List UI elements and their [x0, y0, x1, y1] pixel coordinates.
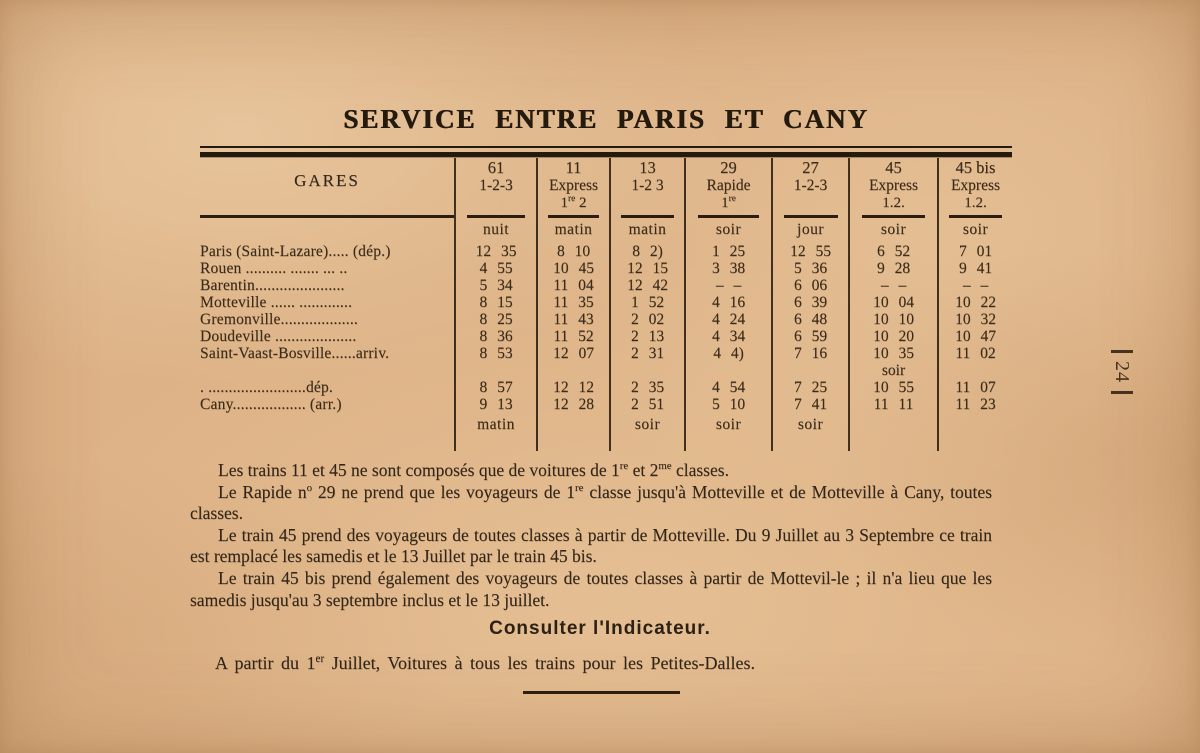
time-cell: 6 06	[772, 277, 849, 294]
time-cell: 9 28	[849, 260, 938, 277]
station-cell: Paris (Saint-Lazare)..... (dép.)	[200, 243, 391, 260]
time-cell: 11 07	[938, 379, 1012, 396]
time-cell: 4 34	[685, 328, 772, 345]
footnote-paragraph: Le train 45 prend des voyageurs de toutes classes à partir de Motteville. Du 9 Juillet au 3 Septembre ce train est remplacé les samedis et le 13 Juillet par le train 45 bis.	[190, 524, 992, 567]
time-cell	[537, 362, 610, 379]
time-cell: 4 16	[685, 294, 772, 311]
period-label: soir	[715, 221, 742, 238]
time-cell: 9 13	[455, 396, 537, 413]
time-cell: 2 13	[610, 328, 685, 345]
period-row	[200, 213, 1012, 243]
table-row	[200, 243, 1012, 260]
time-cell: 8 53	[455, 345, 537, 362]
period-label: soir	[962, 221, 989, 238]
table-row	[200, 328, 1012, 345]
train-number: 45	[885, 158, 902, 177]
time-cell: 7 41	[772, 396, 849, 413]
time-cell: 10 32	[938, 311, 1012, 328]
period-label: jour	[797, 221, 824, 238]
gares-rule	[200, 215, 454, 218]
period-label: matin	[477, 416, 515, 433]
table-row	[200, 294, 1012, 311]
filler-cell	[849, 435, 938, 451]
time-cell: 6 59	[772, 328, 849, 345]
train-number: 11	[565, 158, 582, 177]
time-cell: 12 35	[455, 243, 537, 260]
time-cell: – –	[849, 277, 938, 294]
station-cell: Gremonville...................	[200, 311, 358, 328]
time-cell: 8 15	[455, 294, 537, 311]
time-cell: 12 28	[537, 396, 610, 413]
train-type: Rapide	[706, 177, 751, 194]
train-column-header	[685, 158, 772, 213]
time-cell: 8 36	[455, 328, 537, 345]
time-cell: 8 25	[455, 311, 537, 328]
time-cell: 11 11	[849, 396, 938, 413]
train-number: 45 bis	[955, 158, 996, 177]
time-cell: 9 41	[938, 260, 1012, 277]
july-note: A partir du 1er Juillet, Voitures à tous les trains pour les Petites-Dalles.	[215, 653, 755, 673]
time-cell	[610, 362, 685, 379]
time-cell: 12 12	[537, 379, 610, 396]
gares-header-label: GARES	[294, 171, 360, 190]
time-cell	[455, 362, 537, 379]
time-cell: 1 52	[610, 294, 685, 311]
period-label: matin	[554, 221, 593, 238]
table-row	[200, 345, 1012, 362]
time-cell	[772, 362, 849, 379]
period-cell	[610, 213, 685, 243]
time-cell: 12 42	[610, 277, 685, 294]
time-cell: 8 57	[455, 379, 537, 396]
station-cell: Barentin......................	[200, 277, 345, 294]
time-cell: 11 52	[537, 328, 610, 345]
time-cell: 8 10	[537, 243, 610, 260]
gares-header	[200, 158, 455, 213]
period-label: soir	[797, 416, 824, 433]
table-row	[200, 260, 1012, 277]
train-class: 1re	[721, 194, 736, 211]
time-cell: 7 01	[938, 243, 1012, 260]
time-cell: 10 45	[537, 260, 610, 277]
train-type: Express	[548, 177, 599, 194]
page-number-dash-bottom	[1111, 391, 1133, 394]
filler-cell	[938, 435, 1012, 451]
filler-cell	[200, 435, 455, 451]
train-type: Express	[950, 177, 1001, 194]
time-cell: 2 02	[610, 311, 685, 328]
time-cell: 11 02	[938, 345, 1012, 362]
station-cell	[200, 362, 455, 379]
bottom-period-cell	[772, 413, 849, 435]
header-row	[200, 158, 1012, 213]
period-label	[850, 413, 937, 415]
time-cell	[685, 362, 772, 379]
time-cell: 5 34	[455, 277, 537, 294]
time-cell: 10 04	[849, 294, 938, 311]
time-cell: 10 20	[849, 328, 938, 345]
time-cell: – –	[685, 277, 772, 294]
train-type: 1-2 3	[631, 177, 664, 194]
period-label: soir	[634, 416, 661, 433]
bottom-period-cell	[849, 413, 938, 435]
time-cell: 6 52	[849, 243, 938, 260]
train-type: 1-2-3	[793, 177, 828, 194]
time-cell: 2 51	[610, 396, 685, 413]
period-label	[939, 413, 1012, 415]
time-cell: 12 55	[772, 243, 849, 260]
filler-cell	[685, 435, 772, 451]
station-cell: Motteville ...... .............	[200, 294, 353, 311]
bottom-rule	[523, 691, 680, 694]
time-cell: 5 10	[685, 396, 772, 413]
time-cell: 10 10	[849, 311, 938, 328]
time-cell: 2 31	[610, 345, 685, 362]
filler-cell	[772, 435, 849, 451]
time-cell: 4 55	[455, 260, 537, 277]
train-column-header	[849, 158, 938, 213]
time-cell: 4 4)	[685, 345, 772, 362]
time-cell: 11 04	[537, 277, 610, 294]
period-label: matin	[628, 221, 667, 238]
page-number-value: 24	[1111, 361, 1133, 383]
time-cell: 8 2)	[610, 243, 685, 260]
train-number: 13	[639, 158, 656, 177]
time-cell: 4 54	[685, 379, 772, 396]
time-cell: 10 47	[938, 328, 1012, 345]
time-cell: soir	[849, 362, 938, 379]
period-label: soir	[715, 416, 742, 433]
time-cell	[938, 362, 1012, 379]
bottom-empty-cell	[200, 413, 455, 435]
time-cell: 2 35	[610, 379, 685, 396]
bottom-period-row	[200, 413, 1012, 435]
table-row	[200, 379, 1012, 396]
filler-cell	[455, 435, 537, 451]
train-type: 1-2-3	[479, 177, 513, 194]
bottom-period-cell	[685, 413, 772, 435]
time-cell: 11 23	[938, 396, 1012, 413]
sub-row	[200, 362, 1012, 379]
period-cell	[685, 213, 772, 243]
train-column-header	[537, 158, 610, 213]
bottom-period-cell	[537, 413, 610, 435]
filler-cell	[537, 435, 610, 451]
consult-note: Consulter l'Indicateur.	[489, 618, 711, 639]
bottom-period-cell	[938, 413, 1012, 435]
top-double-rule	[200, 146, 1012, 157]
table-row	[200, 396, 1012, 413]
timetable-table	[200, 158, 1012, 451]
footnotes	[190, 460, 992, 611]
train-column-header	[938, 158, 1012, 213]
time-cell: 4 24	[685, 311, 772, 328]
time-cell: 11 43	[537, 311, 610, 328]
footnote-paragraph: Le train 45 bis prend également des voyageurs de toutes classes à partir de Mottevil-le ; il n'a lieu que les samedis jusqu'au 3 septembre inclus et le 13 juillet.	[190, 567, 992, 610]
bottom-period-cell	[610, 413, 685, 435]
time-cell: 3 38	[685, 260, 772, 277]
filler-row	[200, 435, 1012, 451]
station-cell: Rouen .......... ....... ... ..	[200, 260, 348, 277]
time-cell: 6 39	[772, 294, 849, 311]
period-label	[538, 413, 609, 415]
period-label: nuit	[482, 221, 510, 238]
period-cell	[938, 213, 1012, 243]
time-cell: 10 22	[938, 294, 1012, 311]
time-cell: 12 15	[610, 260, 685, 277]
page-title: SERVICE ENTRE PARIS ET CANY	[343, 104, 869, 134]
train-type: Express	[868, 177, 919, 194]
time-cell: 12 07	[537, 345, 610, 362]
time-cell: 7 16	[772, 345, 849, 362]
time-cell: 10 35	[849, 345, 938, 362]
train-class: 1.2.	[882, 195, 905, 211]
table-row	[200, 311, 1012, 328]
filler-cell	[610, 435, 685, 451]
table-row	[200, 277, 1012, 294]
period-label: soir	[880, 221, 907, 238]
train-number: 61	[487, 158, 505, 177]
train-number: 29	[720, 158, 737, 177]
footnote-paragraph: Les trains 11 et 45 ne sont composés que de voitures de 1re et $2^{me}$ classes.	[218, 460, 729, 480]
station-cell: . ........................dép.	[200, 379, 334, 396]
footnote-paragraph: Le Rapide $n^o$ 29 ne prend que les voyageurs de 1re classe jusqu'à Motteville et de Motteville à Cany, toutes classes.	[190, 481, 992, 524]
gares-rule-cell	[200, 213, 455, 243]
time-cell: 10 55	[849, 379, 938, 396]
station-cell: Cany.................. (arr.)	[200, 396, 342, 413]
timetable	[200, 146, 1012, 451]
bottom-period-cell	[455, 413, 537, 435]
station-cell: Saint-Vaast-Bosville......arriv.	[200, 345, 390, 362]
time-cell: 6 48	[772, 311, 849, 328]
time-cell: 1 25	[685, 243, 772, 260]
time-cell: 11 35	[537, 294, 610, 311]
time-cell: – –	[938, 277, 1012, 294]
train-column-header	[610, 158, 685, 213]
train-number: 27	[802, 158, 819, 177]
train-class: 1.2.	[964, 195, 987, 211]
period-cell	[455, 213, 537, 243]
time-cell: 7 25	[772, 379, 849, 396]
period-cell	[537, 213, 610, 243]
station-cell: Doudeville ....................	[200, 328, 357, 345]
train-column-header	[455, 158, 537, 213]
train-class: 1re 2	[560, 194, 587, 211]
time-cell: 5 36	[772, 260, 849, 277]
period-cell	[849, 213, 938, 243]
train-column-header	[772, 158, 849, 213]
period-cell	[772, 213, 849, 243]
page-number	[1102, 350, 1142, 394]
